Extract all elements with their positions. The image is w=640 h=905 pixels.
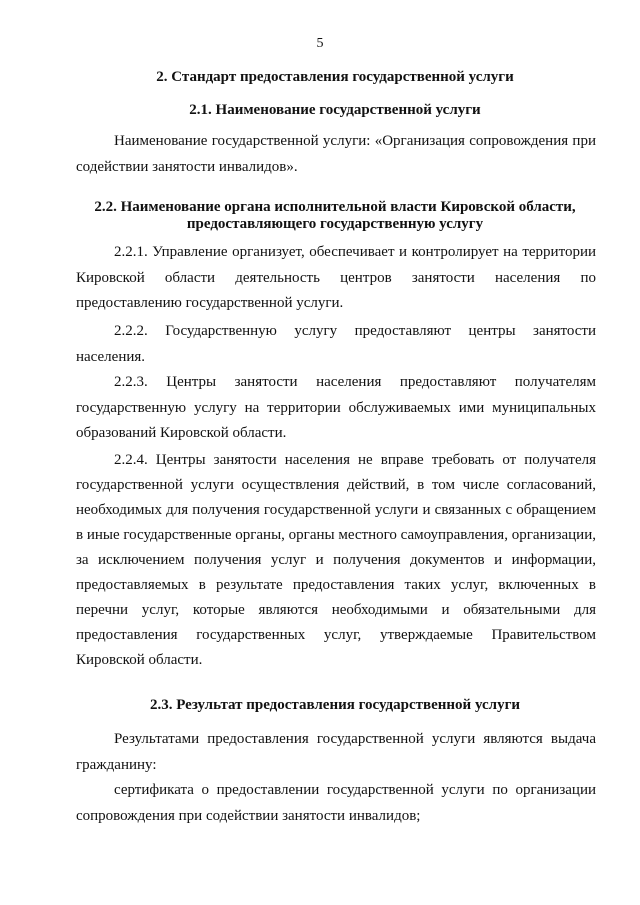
paragraph-2-2-1: 2.2.1. Управление организует, обеспечивает и контролирует на территории Кировской области деятельность центров занятости населения по предоставлению государственной услуги. — [76, 244, 596, 311]
section-2-2-title-line2: предоставляющего государственную услугу — [186, 216, 484, 232]
paragraph-2-2-4: 2.2.4. Центры занятости населения не вправе требовать от получателя государственной услуги осуществления действий, в том числе согласований, необходимых для получения государственной услуги и связанных с обращением в иные государственные органы, органы местного самоуправления, организации, за исключением получения услуг и получения документов и информации, предоставляемых в результате предоставления таких услуг, включенных в перечни услуг, которые являются необходимыми и обязательными для предоставления государственных услуг, утверждаемые Правительством Кировской области. — [76, 452, 596, 668]
paragraph-2-3-2: сертификата о предоставлении государственной услуги по организации сопровождения при содействии занятости инвалидов; — [76, 782, 596, 824]
paragraph-2-2-3: 2.2.3. Центры занятости населения предоставляют получателям государственную услугу на территории обслуживаемых ими муниципальных образований Кировской области. — [76, 374, 596, 441]
section-2-3-title: 2.3. Результат предоставления государственной услуги — [149, 697, 521, 713]
paragraph-2-3-1: Результатами предоставления государственной услуги являются выдача гражданину: — [76, 731, 596, 773]
section-2-1-text: Наименование государственной услуги: «Организация сопровождения при содействии занятости инвалидов». — [76, 133, 596, 175]
section-2-2-title-line1: 2.2. Наименование органа исполнительной власти Кировской области, — [94, 199, 576, 215]
page-number: 5 — [316, 36, 324, 51]
section-2-title: 2. Стандарт предоставления государственной услуги — [156, 69, 514, 85]
section-2-1-title: 2.1. Наименование государственной услуги — [189, 102, 481, 118]
paragraph-2-2-2: 2.2.2. Государственную услугу предоставляют центры занятости населения. — [76, 323, 596, 365]
